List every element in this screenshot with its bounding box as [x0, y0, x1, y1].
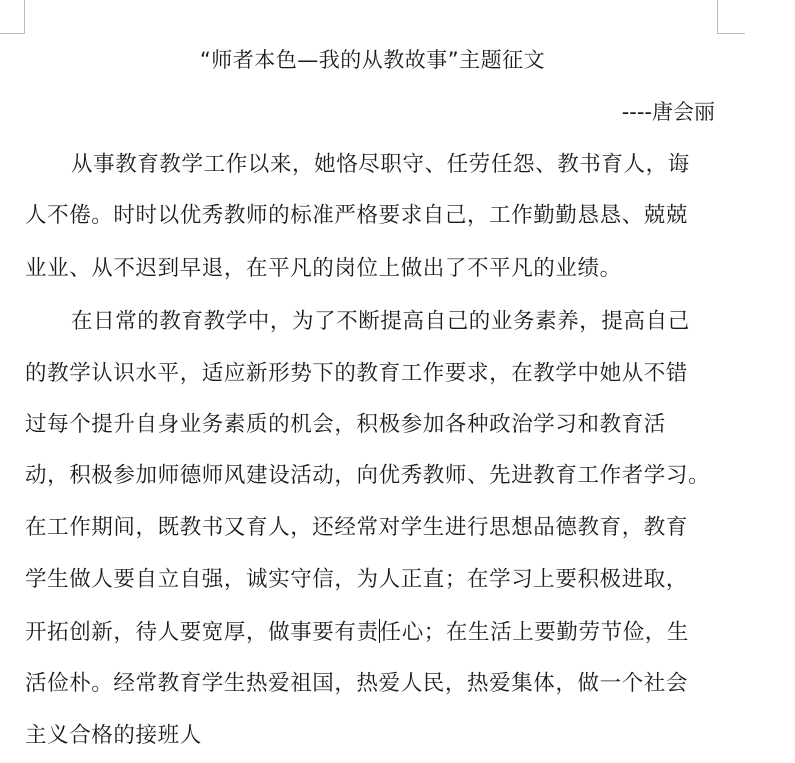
crop-mark-top-right — [717, 33, 745, 34]
document-author[interactable]: ----唐会丽 — [621, 100, 715, 124]
document-title[interactable]: “师者本色—我的从教故事”主题征文 — [199, 48, 546, 72]
paragraph-line[interactable]: 从事教育教学工作以来，她恪尽职守、任劳任怨、教书育人，诲 — [71, 152, 690, 177]
paragraph-line[interactable]: 主义合格的接班人 — [25, 723, 202, 748]
paragraph-line[interactable]: 人不倦。时时以优秀教师的标准严格要求自己，工作勤勤恳恳、兢兢 — [25, 203, 689, 228]
paragraph-line[interactable]: 在工作期间，既教书又育人，还经常对学生进行思想品德教育，教育 — [25, 515, 689, 540]
paragraph-line[interactable]: 的教学认识水平，适应新形势下的教育工作要求，在教学中她从不错 — [25, 361, 689, 386]
paragraph-line[interactable]: 在日常的教育教学中，为了不断提高自己的业务素养，提高自己 — [71, 309, 690, 334]
crop-mark-top-right — [717, 0, 718, 34]
paragraph-line[interactable]: 学生做人要自立自强，诚实守信，为人正直；在学习上要积极进取， — [25, 567, 689, 592]
paragraph-line[interactable]: 业业、从不迟到早退，在平凡的岗位上做出了不平凡的业绩。 — [25, 256, 622, 281]
crop-mark-top-left — [24, 0, 25, 34]
crop-mark-top-left — [0, 33, 25, 34]
paragraph-line[interactable]: 活俭朴。经常教育学生热爱祖国，热爱人民，热爱集体，做一个社会 — [25, 671, 689, 696]
text-after-cursor[interactable]: 任心；在生活上要勤劳节俭，生 — [379, 620, 690, 645]
text-before-cursor[interactable]: 开拓创新，待人要宽厚，做事要有责 — [25, 620, 379, 645]
paragraph-line[interactable] — [25, 617, 689, 649]
paragraph-line[interactable]: 过每个提升自身业务素质的机会，积极参加各种政治学习和教育活 — [25, 412, 666, 437]
paragraph-line[interactable]: 动，积极参加师德师风建设活动，向优秀教师、先进教育工作者学习。 — [25, 463, 711, 488]
